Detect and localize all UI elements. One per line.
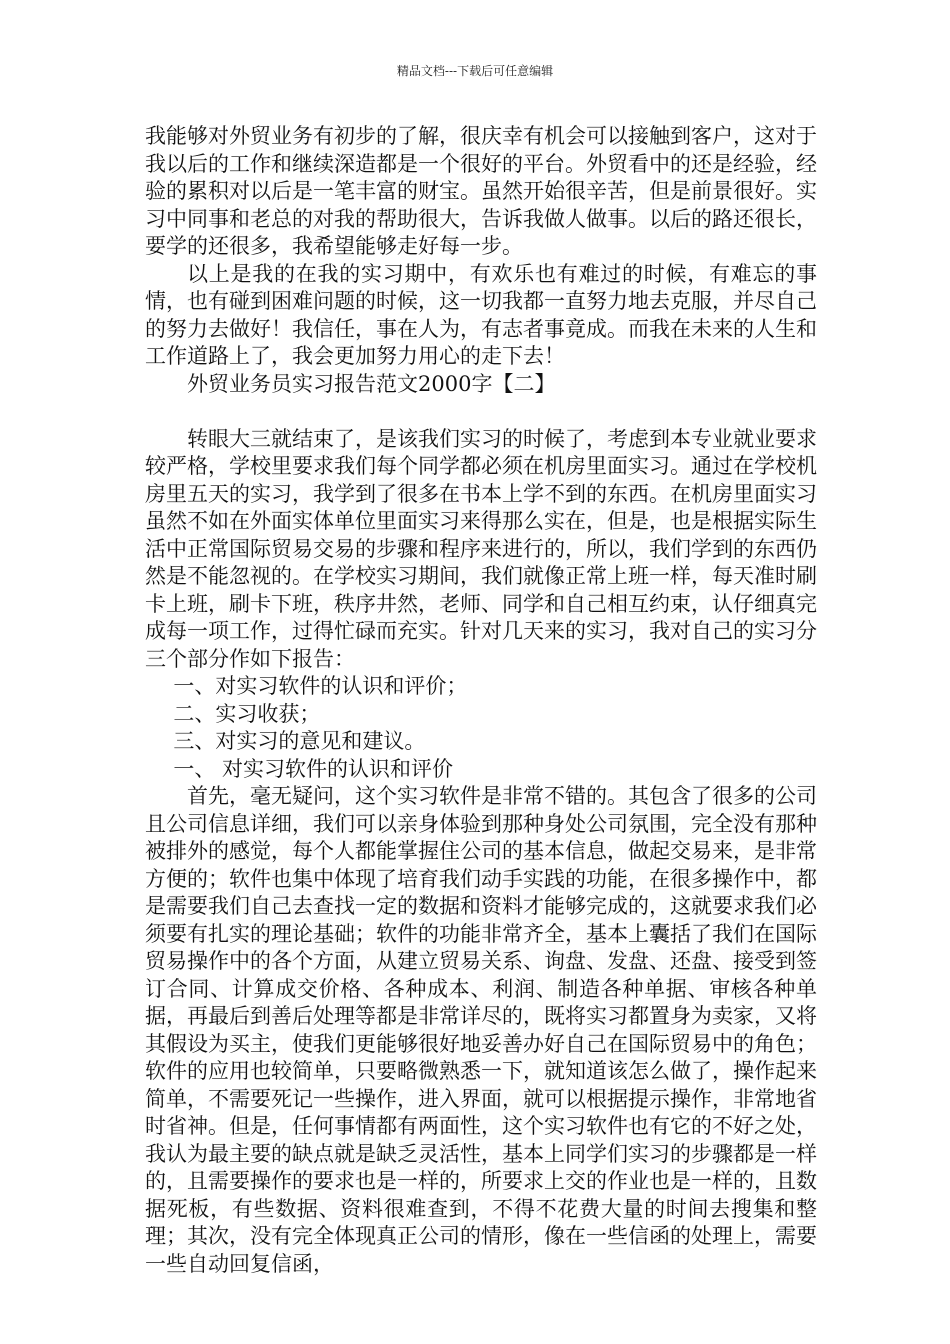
page-header: 精品文档---下载后可任意编辑 xyxy=(396,64,554,78)
document-body xyxy=(145,123,817,1278)
list-item-3: 三、对实习的意见和建议。 xyxy=(173,729,426,753)
paragraph-4: 首先，毫无疑问，这个实习软件是非常不错的。其包含了很多的公司且公司信息详细，我们可以亲身体验到那种身处公司氛围，完全没有那种被排外的感觉，每个人都能掌握住公司的基本信息，做起交易来，是非常方便的；软件也集中体现了培育我们动手实践的功能，在很多操作中，都是需要我们自己去查找一定的数据和资料才能够完成的，这就要求我们必须要有扎实的理论基础；软件的功能非常齐全，基本上囊括了我们在国际贸易操作中的各个方面，从建立贸易关系、询盘、发盘、还盘、接受到签订合同、计算成交价格、各种成本、利润、制造各种单据、审核各种单据，再最后到善后处理等都是非常详尽的，既将实习都置身为卖家，又将其假设为买主，使我们更能够很好地妥善办好自己在国际贸易中的角色；软件的应用也较简单，只要略微熟悉一下，就知道该怎么做了，操作起来简单，不需要死记一些操作，进入界面，就可以根据提示操作，非常地省时省神。但是，任何事情都有两面性，这个实习软件也有它的不好之处，我认为最主要的缺点就是缺乏灵活性，基本上同学们实习的步骤都是一样的，且需要操作的要求也是一样的，所要求上交的作业也是一样的，且数据死板，有些数据、资料很难查到，不得不花费大量的时间去搜集和整理；其次，没有完全体现真正公司的情形，像在一些信函的处理上，需要一些自动回复信函， xyxy=(145,784,817,1276)
paragraph-1: 我能够对外贸业务有初步的了解，很庆幸有机会可以接触到客户，这对于我以后的工作和继续深造都是一个很好的平台。外贸看中的还是经验，经验的累积对以后是一笔丰富的财宝。虽然开始很辛苦，但是前景很好。实习中同事和老总的对我的帮助很大，告诉我做人做事。以后的路还很长，要学的还很多，我希望能够走好每一步。 xyxy=(145,124,817,258)
list-item-1: 一、对实习软件的认识和评价； xyxy=(173,674,468,698)
blank-line xyxy=(145,398,817,426)
paragraph-3: 转眼大三就结束了，是该我们实习的时候了，考虑到本专业就业要求较严格，学校里要求我们每个同学都必须在机房里面实习。通过在学校机房里五天的实习，我学到了很多在书本上学不到的东西。在机房里面实习虽然不如在外面实体单位里面实习来得那么实在，但是，也是根据实际生活中正常国际贸易交易的步骤和程序来进行的，所以，我们学到的东西仍然是不能忽视的。在学校实习期间，我们就像正常上班一样，每天准时刷卡上班，刷卡下班，秩序井然，老师、同学和自己相互约束，认仔细真完成每一项工作，过得忙碌而充实。针对几天来的实习，我对自己的实习分三个部分作如下报告： xyxy=(145,426,817,671)
section-heading: 外贸业务员实习报告范文2000字【二】 xyxy=(187,371,556,396)
subsection-title: 一、 对实习软件的认识和评价 xyxy=(173,756,454,781)
list-item-2: 二、实习收获； xyxy=(173,701,321,726)
paragraph-2: 以上是我的在我的实习期中，有欢乐也有难过的时候，有难忘的事情，也有碰到困难问题的时候，这一切我都一直努力地去克服，并尽自己的努力去做好！我信任，事在人为，有志者事竟成。而我在未来的人生和工作道路上了，我会更加努力用心的走下去！ xyxy=(145,261,817,368)
